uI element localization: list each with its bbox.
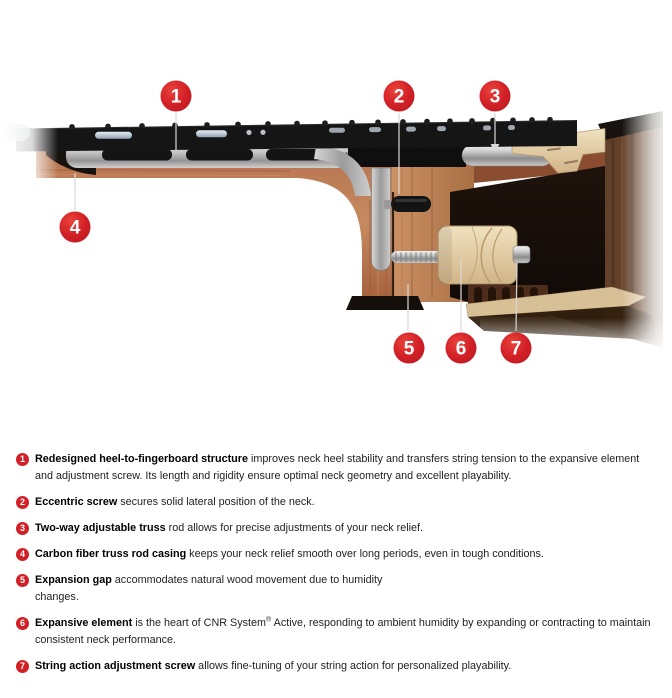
callout-number: 4 bbox=[69, 217, 81, 239]
fret bbox=[204, 122, 210, 128]
legend-item-text bbox=[35, 546, 660, 563]
legend-item-5 bbox=[16, 572, 660, 606]
legend-item-term: Expansion gap bbox=[35, 574, 112, 586]
fret bbox=[375, 120, 381, 126]
fret bbox=[294, 121, 300, 127]
callout-number: 1 bbox=[170, 86, 182, 108]
side-inlay bbox=[196, 130, 227, 137]
fret bbox=[547, 117, 553, 123]
legend-item-text bbox=[35, 451, 660, 485]
fret bbox=[172, 123, 178, 129]
fret bbox=[529, 117, 535, 123]
legend-item-term: Expansive element bbox=[35, 617, 133, 629]
legend-item-description: rod allows for precise adjustments of your neck relief. bbox=[165, 522, 424, 534]
legend-item-3 bbox=[16, 520, 660, 537]
side-dot-inlay bbox=[260, 130, 265, 135]
registered-mark: ® bbox=[266, 616, 272, 624]
legend-item-2 bbox=[16, 494, 660, 511]
callout-number: 3 bbox=[489, 86, 501, 108]
side-dot-inlay bbox=[246, 130, 251, 135]
side-inlay bbox=[406, 127, 416, 132]
fret bbox=[69, 124, 75, 130]
legend-item-7 bbox=[16, 658, 660, 675]
legend-bullet: 5 bbox=[16, 574, 29, 587]
fret bbox=[235, 122, 241, 128]
fret bbox=[139, 123, 145, 129]
legend-item-text bbox=[35, 658, 660, 675]
callout-number: 5 bbox=[403, 338, 415, 360]
side-inlay bbox=[329, 128, 345, 133]
legend-item-text bbox=[35, 520, 660, 537]
legend-item-description: improves neck heel stability and transfers string tension to the expansive element and adjustment screw. Its length and rigidity ensure optimal neck geometry and excellent playability. bbox=[35, 453, 640, 482]
fret bbox=[265, 121, 271, 127]
fret bbox=[447, 118, 453, 124]
string-action-adjustment-screw bbox=[513, 246, 530, 263]
fret bbox=[469, 118, 475, 124]
left-fade bbox=[0, 95, 58, 215]
adjustment-rod bbox=[391, 251, 445, 263]
legend-item-text bbox=[35, 494, 660, 511]
legend-item-text bbox=[35, 615, 660, 649]
side-inlay bbox=[483, 125, 491, 130]
callout-number: 7 bbox=[510, 338, 522, 360]
legend-item-description: allows fine-tuning of your string action for personalized playability. bbox=[195, 660, 512, 672]
legend-bullet: 4 bbox=[16, 548, 29, 561]
legend-item-description: keeps your neck relief smooth over long periods, even in tough conditions. bbox=[186, 548, 544, 560]
fret bbox=[105, 124, 111, 130]
legend-bullet: 3 bbox=[16, 522, 29, 535]
legend-item-4 bbox=[16, 546, 660, 563]
legend-item-description: Active, responding to ambient humidity by expanding or contracting to maintain consistent neck performance. bbox=[35, 617, 651, 646]
legend-item-term: Eccentric screw bbox=[35, 496, 118, 508]
side-inlay bbox=[437, 126, 446, 131]
legend-item-term: Carbon fiber truss rod casing bbox=[35, 548, 187, 560]
fret bbox=[510, 117, 516, 123]
side-inlay bbox=[369, 127, 381, 132]
heel-cap bbox=[346, 296, 424, 310]
fret bbox=[322, 120, 328, 126]
legend-bullet: 1 bbox=[16, 453, 29, 466]
legend-item-term: Redesigned heel-to-fingerboard structure bbox=[35, 453, 248, 465]
legend-item-term: Two-way adjustable truss bbox=[35, 522, 166, 534]
legend-item-1 bbox=[16, 451, 660, 485]
side-inlay bbox=[508, 125, 515, 130]
legend-item-6 bbox=[16, 615, 660, 649]
legend-bullet: 2 bbox=[16, 496, 29, 509]
legend-item-text bbox=[35, 572, 660, 606]
fret bbox=[349, 120, 355, 126]
fret bbox=[424, 119, 430, 125]
legend-item-description: changes. bbox=[35, 591, 79, 603]
legend-item-description: is the heart of CNR System bbox=[132, 617, 267, 629]
callout-4 bbox=[60, 173, 91, 243]
legend-bullet: 6 bbox=[16, 617, 29, 630]
side-inlay bbox=[95, 132, 132, 139]
callout-number: 6 bbox=[455, 338, 467, 360]
legend-item-description: secures solid lateral position of the neck. bbox=[117, 496, 315, 508]
legend bbox=[16, 451, 660, 684]
callout-number: 2 bbox=[393, 86, 405, 108]
legend-bullet: 7 bbox=[16, 660, 29, 673]
expansive-element bbox=[438, 226, 530, 284]
legend-item-description: accommodates natural wood movement due to humidity bbox=[111, 574, 383, 586]
legend-item-term: String action adjustment screw bbox=[35, 660, 196, 672]
fret bbox=[400, 119, 406, 125]
